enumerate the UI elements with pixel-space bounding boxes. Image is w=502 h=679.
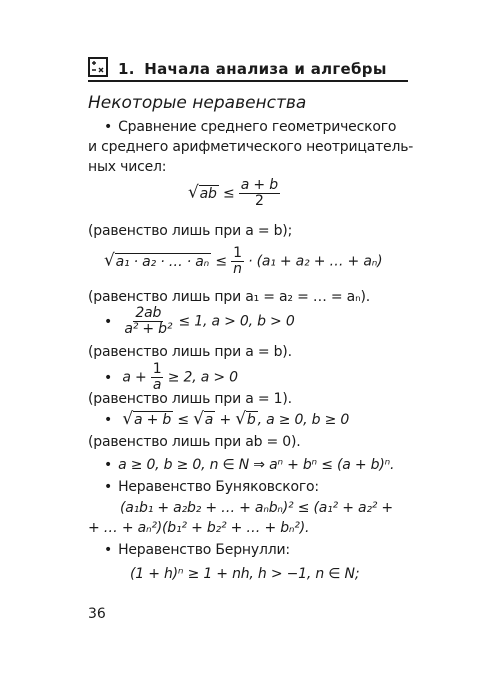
fraction <box>239 178 280 209</box>
radicand: a + b <box>133 412 172 428</box>
bullet: • <box>104 313 113 330</box>
bullet: • <box>104 412 113 428</box>
bullet: • <box>104 369 113 386</box>
radicand: b <box>246 412 256 428</box>
fraction <box>231 246 244 277</box>
bullet: • <box>104 119 113 135</box>
formula-note-4: (равенство лишь при a = 1). <box>88 391 292 407</box>
formula-note-3: (равенство лишь при a = b). <box>88 344 292 360</box>
plus: + <box>219 412 231 428</box>
formula-lead: a + <box>122 369 147 386</box>
bullet: • <box>104 479 113 495</box>
bernoulli-title: • Неравенство Бернулли: <box>104 542 290 558</box>
radicand: ab <box>199 185 217 202</box>
formula-sqrt-sum <box>104 410 349 429</box>
bullet: • <box>104 457 113 473</box>
page-number: 36 <box>88 606 106 622</box>
formula-note-2: (равенство лишь при a₁ = a₂ = … = aₙ). <box>88 289 370 305</box>
sqrt-sign: √ <box>122 409 133 429</box>
denominator: a <box>152 377 162 393</box>
bunyakovsky-title: • Неравенство Буняковского: <box>104 479 319 495</box>
formula-harmonic <box>104 306 295 337</box>
radicand: a₁ · a₂ · … · aₙ <box>115 253 210 270</box>
intro-line-3: ных чисел: <box>88 159 167 175</box>
formula-rest: ≥ 2, a > 0 <box>167 369 238 386</box>
formula-rest: , a ≥ 0, b ≥ 0 <box>257 412 350 428</box>
chapter-icon <box>88 57 108 77</box>
sqrt-sign: √ <box>193 409 204 429</box>
chapter-number: 1. <box>118 60 135 78</box>
bullet: • <box>104 542 113 558</box>
fraction <box>122 306 174 337</box>
sqrt-sign: √ <box>104 250 115 271</box>
denominator: n <box>233 261 242 277</box>
relation: ≤ <box>215 253 227 270</box>
numerator: 2ab <box>135 305 162 321</box>
fraction <box>151 362 164 393</box>
sqrt-sign: √ <box>235 409 246 429</box>
formula-reciprocal <box>104 362 238 393</box>
numerator: 1 <box>233 245 242 261</box>
relation: ≤ <box>177 412 189 428</box>
numerator: a + b <box>240 177 278 193</box>
formula-am-gm-n <box>104 246 382 277</box>
denominator: a² + b² <box>124 321 173 337</box>
bunyakovsky-line-1: (a₁b₁ + a₂b₂ + … + aₙbₙ)² ≤ (a₁² + a₂² + <box>120 500 393 516</box>
chapter-header <box>118 60 387 78</box>
header-rule <box>88 80 408 82</box>
bunyakovsky-line-2: + … + aₙ²)(b₁² + b₂² + … + bₙ²). <box>88 520 310 536</box>
radicand: a <box>204 412 214 428</box>
formula-rest: · (a₁ + a₂ + … + aₙ) <box>248 253 383 270</box>
formula-note-1: (равенство лишь при a = b); <box>88 223 293 239</box>
formula-rest: ≤ 1, a > 0, b > 0 <box>178 313 295 330</box>
numerator: 1 <box>152 361 162 377</box>
denominator: 2 <box>254 193 264 209</box>
relation: ≤ <box>222 185 235 202</box>
formula-am-gm-two <box>188 178 280 209</box>
bernoulli-formula: (1 + h)ⁿ ≥ 1 + nh, h > −1, n ∈ N; <box>130 566 360 582</box>
chapter-title: Начала анализа и алгебры <box>144 60 387 78</box>
intro-line-1: • Сравнение среднего геометрического <box>104 119 397 135</box>
intro-line-2: и среднего арифметического неотрицатель- <box>88 139 414 155</box>
formula-power: • a ≥ 0, b ≥ 0, n ∈ N ⇒ aⁿ + bⁿ ≤ (a + b)ⁿ. <box>104 457 395 473</box>
section-title: Некоторые неравенства <box>88 93 307 113</box>
sqrt-sign: √ <box>188 182 199 203</box>
formula-note-5: (равенство лишь при ab = 0). <box>88 434 301 450</box>
